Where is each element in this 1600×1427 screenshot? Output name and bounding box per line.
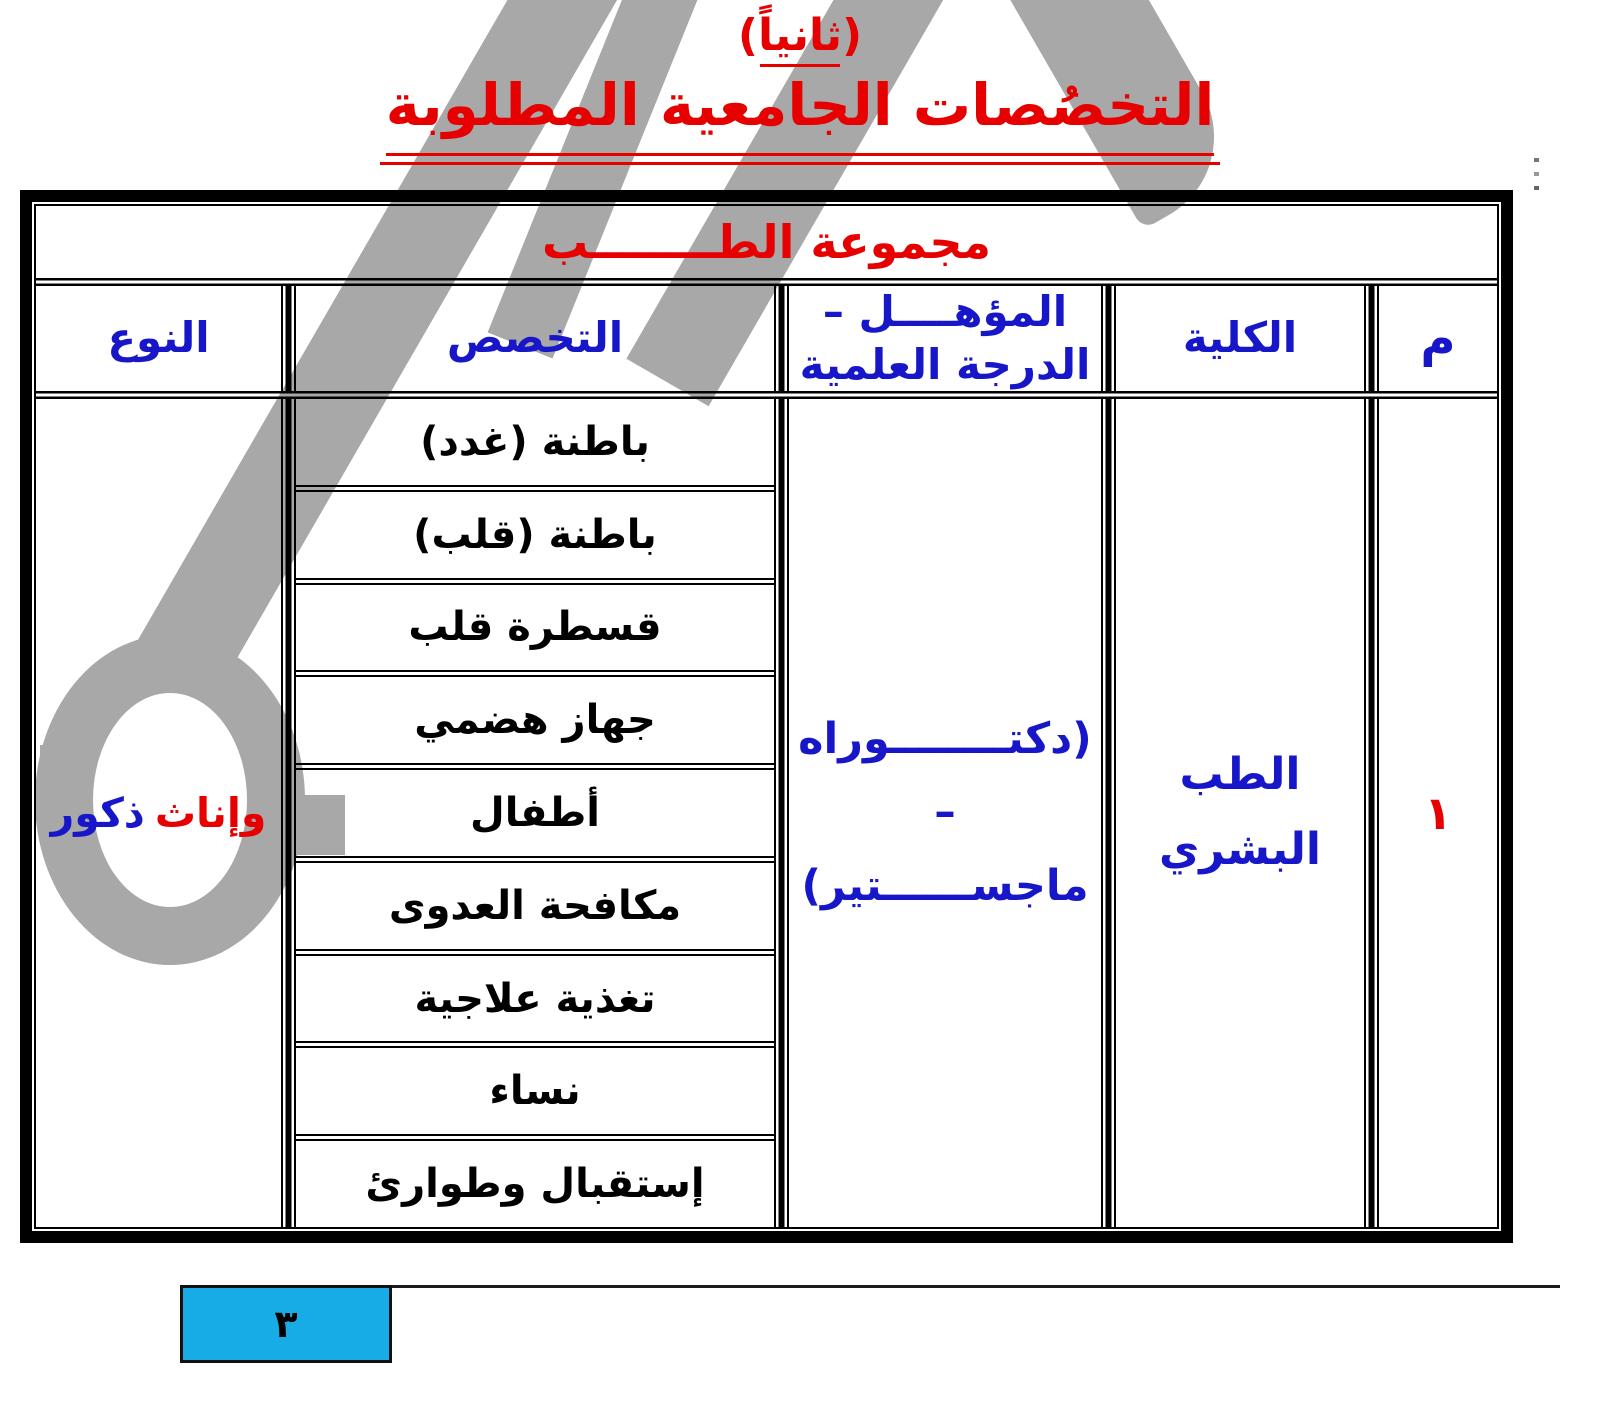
gender-females-label: وإناث — [154, 789, 267, 837]
vertical-divider — [774, 286, 789, 391]
specialization-item: باطنة (غدد) — [420, 418, 650, 465]
vertical-divider — [774, 399, 789, 1227]
horizontal-divider — [36, 278, 1497, 286]
row-divider — [296, 578, 774, 585]
table-header-row — [36, 286, 1497, 391]
specialization-item: إستقبال وطوارئ — [365, 1161, 705, 1208]
vertical-divider — [1364, 286, 1379, 391]
section-label: (ثانياً) — [738, 10, 862, 67]
row-divider — [296, 485, 774, 492]
cell-gender — [36, 399, 281, 1227]
vertical-divider — [1101, 286, 1116, 391]
specialization-item: نساء — [489, 1068, 581, 1115]
header-qualification-line2: الدرجة العلمية — [799, 339, 1091, 389]
row-divider — [296, 1041, 774, 1048]
header-number: م — [1420, 310, 1456, 367]
specialization-item: أطفال — [470, 790, 600, 836]
specialization-item: قسطرة قلب — [408, 604, 662, 651]
vertical-divider — [281, 399, 296, 1227]
table-group-header: مجموعة الطــــــــب — [542, 215, 991, 269]
cell-college: الطب البشري — [1158, 749, 1322, 875]
table-row — [36, 399, 1497, 1227]
table-inner-border — [34, 204, 1499, 1229]
vertical-divider — [1364, 399, 1379, 1227]
cell-qualification: (دكتــــــــوراه – ماجســــــتير) — [798, 714, 1092, 911]
header-specialization: التخصص — [446, 313, 624, 363]
page-number: ٣ — [274, 1302, 298, 1346]
gender-males-label: ذكور — [50, 789, 145, 837]
header-college: الكلية — [1182, 313, 1298, 363]
specialization-item: تغذية علاجية — [414, 975, 656, 1022]
row-divider — [296, 949, 774, 956]
cell-specializations-list — [296, 399, 774, 1227]
title-block — [0, 0, 1600, 156]
specialization-item: باطنة (قلب) — [413, 511, 657, 558]
vertical-divider — [1101, 399, 1116, 1227]
row-divider — [296, 856, 774, 863]
specialization-item: مكافحة العدوى — [388, 882, 682, 929]
page-number-box — [180, 1285, 392, 1363]
row-divider — [296, 1134, 774, 1141]
horizontal-divider — [36, 391, 1497, 399]
vertical-divider — [281, 286, 296, 391]
page-title: التخصُصات الجامعية المطلوبة — [386, 71, 1215, 156]
specializations-table — [20, 190, 1513, 1243]
header-qualification-line1: المؤهــــل – — [822, 287, 1068, 336]
row-divider — [296, 670, 774, 677]
cell-row-number: ١ — [1423, 786, 1453, 840]
page-speck-icon — [1534, 158, 1539, 162]
specialization-item: جهاز هضمي — [414, 697, 656, 744]
row-divider — [296, 763, 774, 770]
header-gender: النوع — [107, 313, 210, 363]
header-qualification — [789, 286, 1101, 391]
